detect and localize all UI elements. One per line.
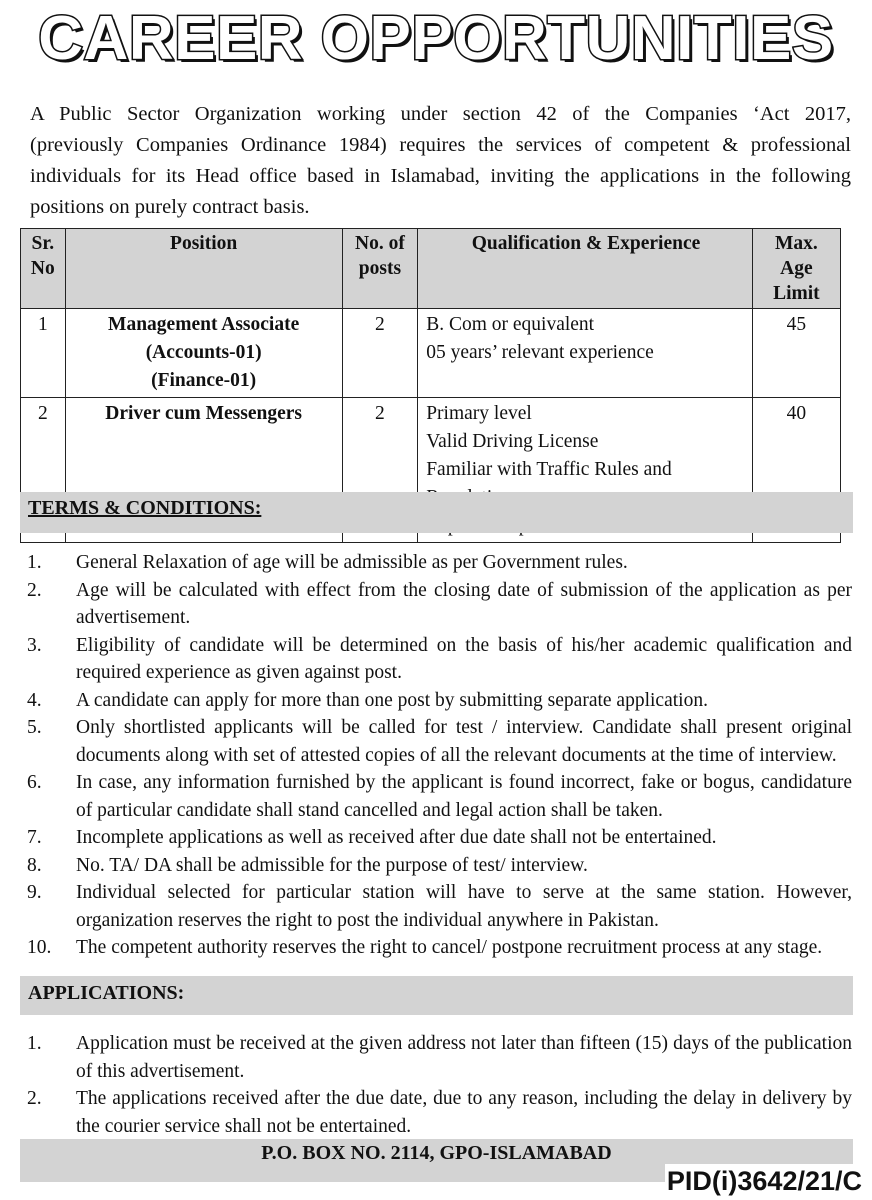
header-position: Position: [65, 229, 342, 309]
list-item: 2. The applications received after the due date, due to any reason, including the delay in delivery by the courier service shall not be entertained.: [27, 1088, 852, 1137]
list-item: 2. Age will be calculated with effect from the closing date of submission of the application as per advertisement.: [27, 579, 852, 628]
list-item: 4. A candidate can apply for more than one post by submitting separate application.: [27, 689, 708, 711]
header-sr: Sr. No: [21, 229, 66, 309]
header-posts: No. of posts: [342, 229, 418, 309]
cell-sr: 2: [21, 398, 66, 543]
list-item: 1. General Relaxation of age will be admissible as per Government rules.: [27, 552, 628, 573]
cell-position: Management Associate (Accounts-01) (Finance-01): [65, 309, 342, 398]
intro-line: (previously Companies Ordinance 1984) requires the services of competent & professional: [30, 134, 851, 156]
list-item: 9. Individual selected for particular station will have to serve at the same station. However, organization reserves the right to post the individual anywhere in Pakistan.: [27, 882, 852, 931]
publication-id: PID(i)3642/21/C: [666, 1166, 862, 1196]
terms-heading-bar: [20, 492, 853, 533]
applications-heading-bar: [20, 976, 853, 1015]
intro-line: individuals for its Head office based in Islamabad, inviting the applications in the following: [30, 165, 851, 187]
list-item: 1. Application must be received at the given address not later than fifteen (15) days of the publication of this advertisement.: [27, 1033, 852, 1082]
terms-list: [20, 549, 852, 962]
cell-posts: 2: [342, 398, 418, 543]
list-item: 8. No. TA/ DA shall be admissible for the purpose of test/ interview.: [27, 854, 588, 876]
list-item: 6. In case, any information furnished by the applicant is found incorrect, fake or bogus, candidature of particular candidate shall stand cancelled and legal action shall be taken.: [27, 772, 852, 821]
list-item: 10. The competent authority reserves the right to cancel/ postpone recruitment process at any stage.: [27, 937, 823, 958]
header-age: Max. Age Limit: [752, 229, 840, 309]
po-box-address: P.O. BOX NO. 2114, GPO-ISLAMABAD: [261, 1142, 612, 1164]
cell-age: 45: [752, 309, 840, 398]
table-row: [21, 309, 841, 398]
intro-paragraph: [30, 99, 851, 223]
list-item: 7. Incomplete applications as well as received after due date shall not be entertained.: [27, 827, 717, 848]
table-header-row: [21, 229, 841, 309]
list-item: 5. Only shortlisted applicants will be called for test / interview. Candidate shall present original documents along with set of attested copies of all the relevant documents at the time of interview.: [27, 717, 852, 766]
cell-position: Driver cum Messengers: [65, 398, 342, 543]
terms-heading: TERMS & CONDITIONS:: [28, 497, 262, 519]
cell-posts: 2: [342, 309, 418, 398]
header-qualification: Qualification & Experience: [418, 229, 753, 309]
cell-qualification: B. Com or equivalent 05 years’ relevant experience: [418, 309, 753, 398]
cell-age: 40: [752, 398, 840, 543]
intro-line: A Public Sector Organization working under section 42 of the Companies ‘Act 2017,: [30, 103, 851, 125]
applications-heading: APPLICATIONS:: [28, 982, 185, 1004]
intro-line: positions on purely contract basis.: [30, 196, 310, 218]
cell-qualification: Primary level Valid Driving License Familiar with Traffic Rules and: [418, 398, 753, 543]
applications-list: [20, 1030, 852, 1140]
cell-sr: 1: [21, 309, 66, 398]
page-title: CAREER OPPORTUNITIES: [38, 4, 834, 73]
list-item: 3. Eligibility of candidate will be determined on the basis of his/her academic qualification and required experience as given against post.: [27, 634, 852, 683]
